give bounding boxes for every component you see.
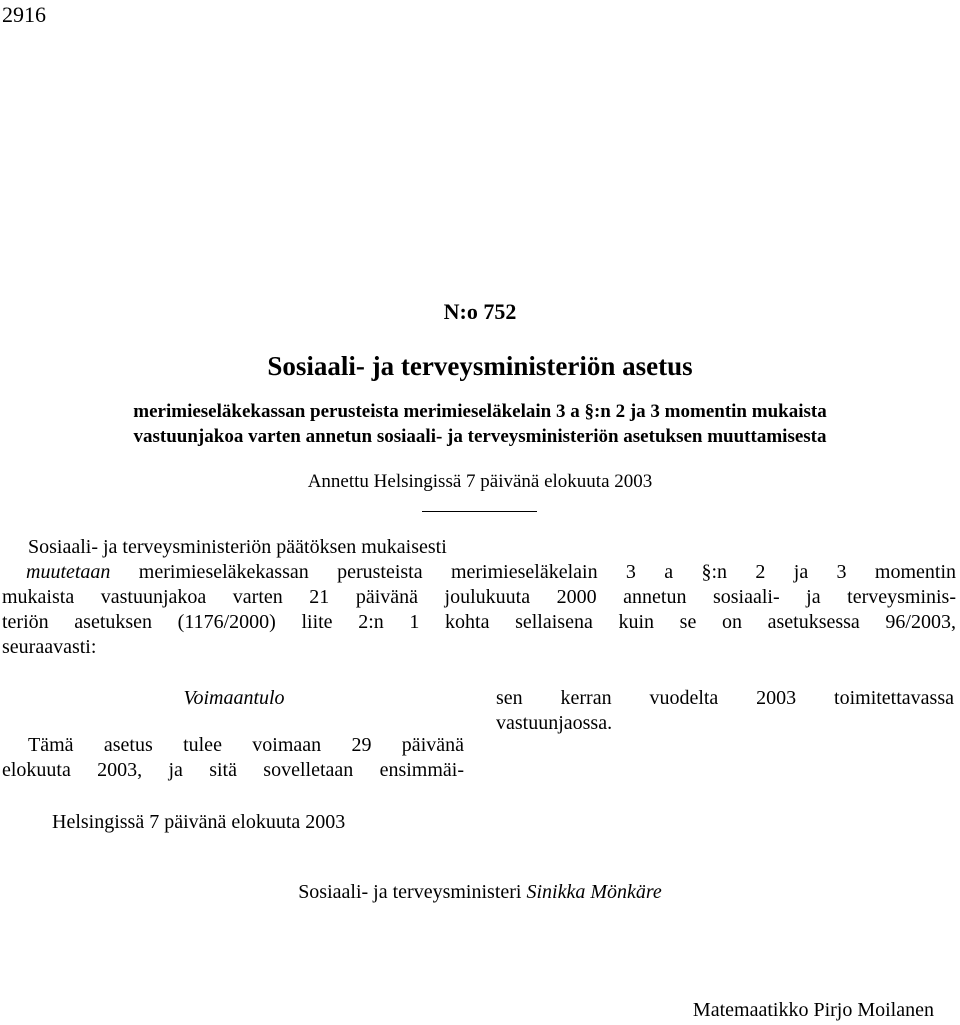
left-column-line: Tämä asetus tulee voimaan 29 päivänä: [28, 734, 464, 756]
right-column-line: sen kerran vuodelta 2003 toimitettavassa: [496, 687, 954, 709]
issued-date: Annettu Helsingissä 7 päivänä elokuuta 2003: [307, 471, 653, 492]
page-number: 2916: [2, 2, 46, 27]
amendment-line: seuraavasti:: [2, 636, 97, 658]
document-title: Sosiaali- ja terveysministeriön asetus: [267, 351, 693, 381]
place-date: Helsingissä 7 päivänä elokuuta 2003: [52, 811, 346, 833]
left-column-line: elokuuta 2003, ja sitä sovelletaan ensimmäi-: [2, 759, 464, 781]
amend-keyword: muutetaan: [26, 561, 111, 583]
right-column-line: vastuunjaossa.: [496, 712, 613, 734]
divider-rule: [422, 511, 537, 512]
minister-role: Sosiaali- ja terveysministeri: [298, 881, 522, 903]
amendment-line: teriön asetuksen (1176/2000) liite 2:n 1 kohta sellaisena kuin se on asetuksessa 96/2003,: [2, 611, 956, 633]
amendment-line: [2, 560, 956, 585]
intro-line: Sosiaali- ja terveysministeriön päätöksen mukaisesti: [28, 536, 447, 558]
document-number: N:o 752: [443, 299, 517, 324]
amendment-text: merimieseläkekassan perusteista merimieseläkelain 3 a §:n 2 ja 3 momentin: [138, 561, 957, 583]
minister-signature: [0, 880, 960, 905]
amendment-line: mukaista vastuunjakoa varten 21 päivänä joulukuuta 2000 annetun sosiaali- ja terveysminis-: [2, 586, 956, 608]
section-heading: Voimaantulo: [183, 687, 285, 709]
subtitle-line: merimieseläkekassan perusteista merimieseläkelain 3 a §:n 2 ja 3 momentin mukaista: [133, 401, 827, 422]
subtitle-line: vastuunjakoa varten annetun sosiaali- ja terveysministeriön asetuksen muuttamisesta: [133, 426, 827, 447]
official-signature: Matemaatikko Pirjo Moilanen: [692, 999, 934, 1021]
minister-name: Sinikka Mönkäre: [526, 881, 662, 903]
